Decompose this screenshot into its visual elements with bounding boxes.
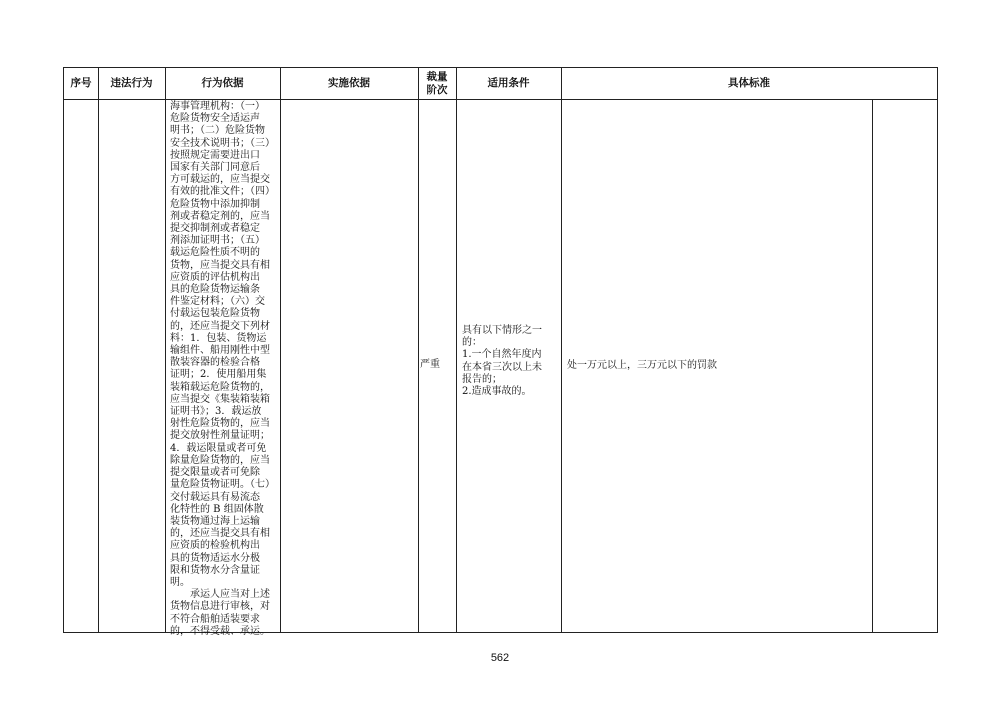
column-divider <box>418 68 419 632</box>
column-divider <box>561 68 562 632</box>
cell-standard: 处一万元以上，三万元以下的罚款 <box>567 360 717 371</box>
cell-basis <box>170 101 277 638</box>
column-divider <box>98 68 99 632</box>
header-level: 裁量 阶次 <box>426 70 448 96</box>
header-conditions: 适用条件 <box>487 77 530 89</box>
page-number: 562 <box>490 652 510 664</box>
basis-paragraph: 海事管理机构：（一） 危险货物安全适运声 明书；（二）危险货物 安全技术说明书；（三） 按照规定需要进出口 国家有关部门同意后 方可载运的，应当提交 有效的批准文件；（四） 危险货物中添加抑制 剂或者稳定剂的，应当 提交抑制剂或者稳定 剂添加证明书；（五） 载运危险性质不明的 货物，应当提交具有相 应资质的评估机构出 具的危险货物运输条 件鉴定材料；（六）交 付载运包装危险货物 的，还应当提交下列材 料：1．包装、货物运 输组件、船用刚性中型 散装容器的检验合格 证明；2．使用船用集 装箱载运危险货物的， 应当提交《集装箱装箱 证明书》；3．载运放 射性危险货物的，应当 提交放射性剂量证明； 4．载运限量或者可免 除量危险货物的，应当 提交限量或者可免除 量危险货物证明。（七） 交付载运具有易流态 化特性的 B 组固体散 装货物通过海上运输 的，还应当提交具有相 应资质的检验机构出 具的货物适运水分极 限和货物水分含量证 明。 <box>170 101 275 588</box>
column-divider-notes <box>872 99 873 632</box>
header-basis: 行为依据 <box>201 77 244 89</box>
header-standard: 具体标准 <box>728 77 770 89</box>
header-violation: 违法行为 <box>110 77 153 89</box>
column-divider <box>165 68 166 632</box>
header-seq: 序号 <box>70 77 92 89</box>
penalty-table <box>63 67 938 637</box>
cell-conditions: 具有以下情形之一 的： 1.一个自然年度内 在本省三次以上未 报告的； 2.造成事故的。 <box>462 325 542 398</box>
cell-level: 严重 <box>420 359 440 370</box>
basis-paragraph-carrier: 承运人应当对上述 货物信息进行审核，对 不符合船舶适装要求 的，不得受载、承运。 <box>170 589 270 637</box>
header-divider <box>64 99 937 100</box>
header-implementation: 实施依据 <box>328 77 370 89</box>
column-divider <box>280 68 281 632</box>
column-divider <box>456 68 457 632</box>
